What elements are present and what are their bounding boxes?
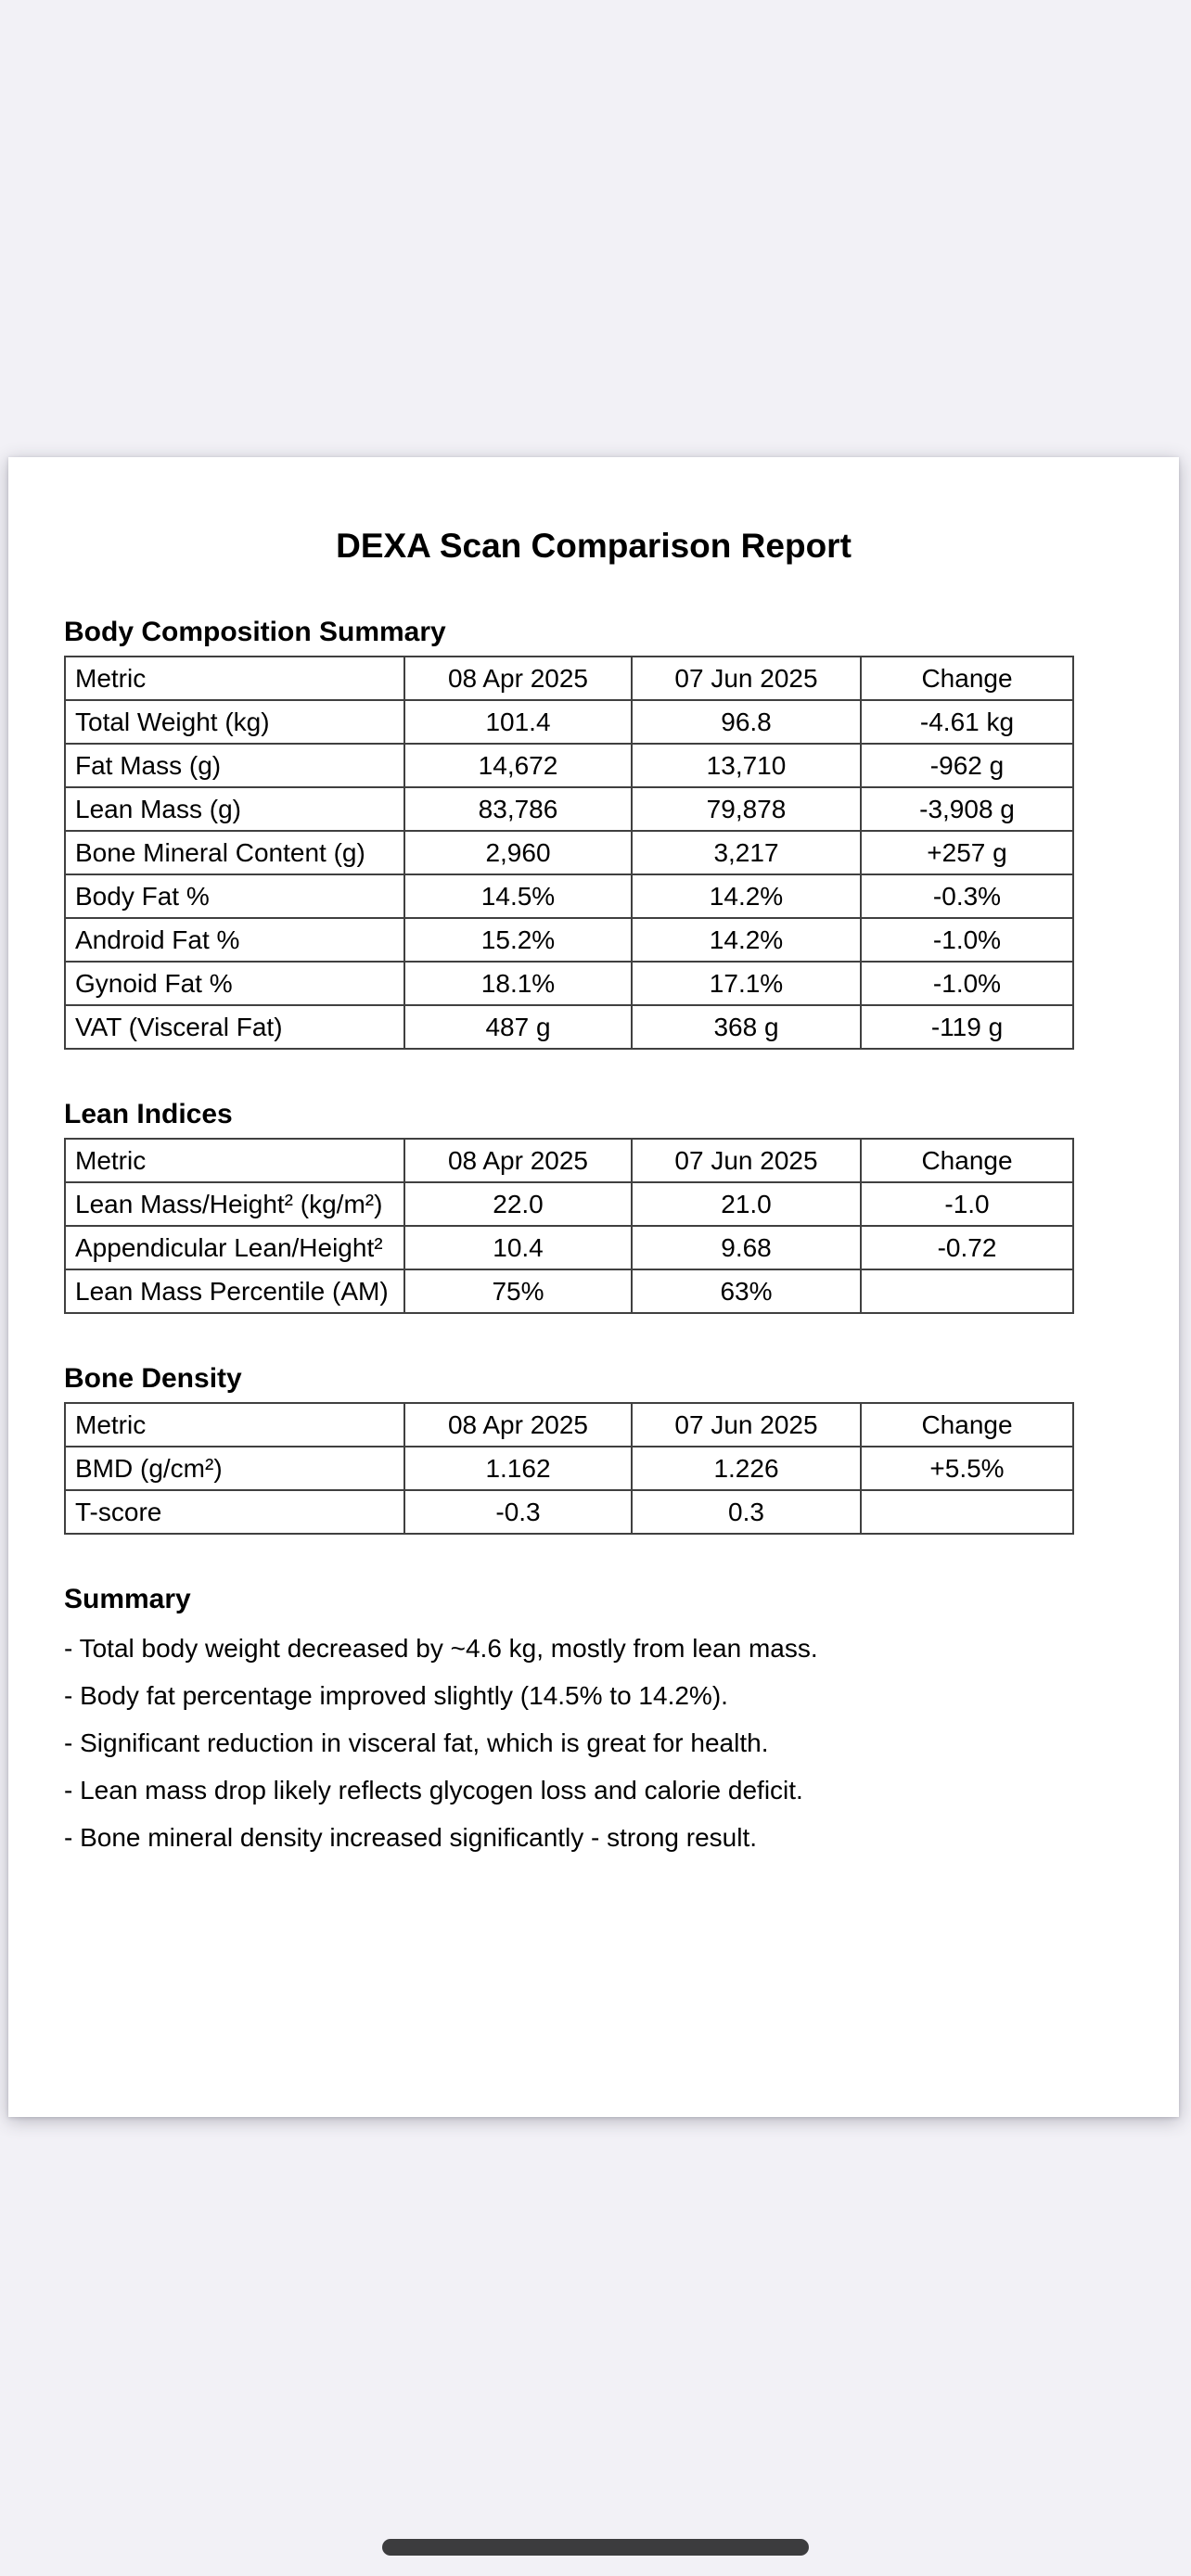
table-cell: 79,878 [632, 787, 861, 831]
table-row [65, 744, 1073, 787]
lean-indices-table [64, 1138, 1074, 1314]
table-cell [861, 1269, 1073, 1313]
table-cell: 83,786 [404, 787, 632, 831]
table-cell: -962 g [861, 744, 1073, 787]
section-heading-lean-indices: Lean Indices [64, 1099, 233, 1129]
table-header-cell: 08 Apr 2025 [404, 1139, 632, 1182]
table-cell: 14.5% [404, 874, 632, 918]
summary-bullet: - Total body weight decreased by ~4.6 kg, mostly from lean mass. [64, 1634, 818, 1663]
table-header-cell: 07 Jun 2025 [632, 657, 861, 700]
section-lean-indices [64, 1098, 1123, 1314]
table-cell: -4.61 kg [861, 700, 1073, 744]
section-bone-density [64, 1362, 1123, 1535]
table-row [65, 1490, 1073, 1534]
table-cell: -1.0% [861, 918, 1073, 962]
table-cell: +257 g [861, 831, 1073, 874]
table-cell: 1.226 [632, 1447, 861, 1490]
table-cell: 101.4 [404, 700, 632, 744]
table-row [65, 1182, 1073, 1226]
table-cell: Total Weight (kg) [65, 700, 404, 744]
summary-bullet-list [64, 1635, 1123, 1852]
table-cell: 63% [632, 1269, 861, 1313]
table-cell: 17.1% [632, 962, 861, 1005]
section-heading-body-composition: Body Composition Summary [64, 617, 446, 647]
table-cell: 75% [404, 1269, 632, 1313]
table-row [65, 787, 1073, 831]
table-cell: 9.68 [632, 1226, 861, 1269]
table-header-cell: Metric [65, 657, 404, 700]
body-composition-table [64, 656, 1074, 1050]
table-row [65, 831, 1073, 874]
table-cell: 96.8 [632, 700, 861, 744]
table-header-cell: 07 Jun 2025 [632, 1139, 861, 1182]
table-cell: 1.162 [404, 1447, 632, 1490]
table-cell: 0.3 [632, 1490, 861, 1534]
table-cell: -0.3 [404, 1490, 632, 1534]
table-row [65, 1269, 1073, 1313]
table-header-cell: Metric [65, 1403, 404, 1447]
table-cell: 18.1% [404, 962, 632, 1005]
table-header-cell: 08 Apr 2025 [404, 1403, 632, 1447]
table-header-row [65, 657, 1073, 700]
table-cell: 14,672 [404, 744, 632, 787]
home-indicator[interactable] [382, 2539, 809, 2556]
table-cell: VAT (Visceral Fat) [65, 1005, 404, 1049]
table-cell: 21.0 [632, 1182, 861, 1226]
table-cell: 10.4 [404, 1226, 632, 1269]
table-cell: Body Fat % [65, 874, 404, 918]
table-cell: Fat Mass (g) [65, 744, 404, 787]
table-row [65, 918, 1073, 962]
table-row [65, 874, 1073, 918]
report-title: DEXA Scan Comparison Report [336, 527, 852, 565]
table-cell: 22.0 [404, 1182, 632, 1226]
section-heading-bone-density: Bone Density [64, 1363, 242, 1394]
table-header-cell: Metric [65, 1139, 404, 1182]
table-header-cell: 07 Jun 2025 [632, 1403, 861, 1447]
table-cell: -119 g [861, 1005, 1073, 1049]
table-cell: 14.2% [632, 874, 861, 918]
table-cell: BMD (g/cm²) [65, 1447, 404, 1490]
table-cell: -1.0 [861, 1182, 1073, 1226]
table-cell: 2,960 [404, 831, 632, 874]
section-heading-summary: Summary [64, 1584, 191, 1614]
table-cell: 368 g [632, 1005, 861, 1049]
bone-density-table [64, 1402, 1074, 1535]
table-header-cell: Change [861, 1403, 1073, 1447]
table-cell: 15.2% [404, 918, 632, 962]
table-cell [861, 1490, 1073, 1534]
section-summary [64, 1583, 1123, 1852]
table-row [65, 1226, 1073, 1269]
table-header-row [65, 1139, 1073, 1182]
table-cell: Appendicular Lean/Height² [65, 1226, 404, 1269]
table-cell: 13,710 [632, 744, 861, 787]
table-cell: Android Fat % [65, 918, 404, 962]
summary-bullet: - Body fat percentage improved slightly (14.5% to 14.2%). [64, 1681, 728, 1710]
table-cell: +5.5% [861, 1447, 1073, 1490]
table-header-cell: Change [861, 657, 1073, 700]
table-cell: 487 g [404, 1005, 632, 1049]
table-row [65, 1005, 1073, 1049]
table-row [65, 1447, 1073, 1490]
table-row [65, 962, 1073, 1005]
table-header-row [65, 1403, 1073, 1447]
summary-bullet: - Lean mass drop likely reflects glycogen loss and calorie deficit. [64, 1776, 803, 1804]
table-cell: 14.2% [632, 918, 861, 962]
summary-bullet: - Bone mineral density increased significantly - strong result. [64, 1823, 758, 1852]
document-page[interactable] [8, 457, 1179, 2117]
table-cell: -1.0% [861, 962, 1073, 1005]
table-cell: -3,908 g [861, 787, 1073, 831]
table-cell: -0.3% [861, 874, 1073, 918]
table-cell: Lean Mass/Height² (kg/m²) [65, 1182, 404, 1226]
table-cell: Gynoid Fat % [65, 962, 404, 1005]
table-cell: Lean Mass (g) [65, 787, 404, 831]
table-cell: -0.72 [861, 1226, 1073, 1269]
table-cell: Lean Mass Percentile (AM) [65, 1269, 404, 1313]
table-row [65, 700, 1073, 744]
table-cell: 3,217 [632, 831, 861, 874]
table-cell: T-score [65, 1490, 404, 1534]
table-cell: Bone Mineral Content (g) [65, 831, 404, 874]
summary-bullet: - Significant reduction in visceral fat, which is great for health. [64, 1728, 769, 1757]
section-body-composition [64, 616, 1123, 1050]
table-header-cell: Change [861, 1139, 1073, 1182]
table-header-cell: 08 Apr 2025 [404, 657, 632, 700]
